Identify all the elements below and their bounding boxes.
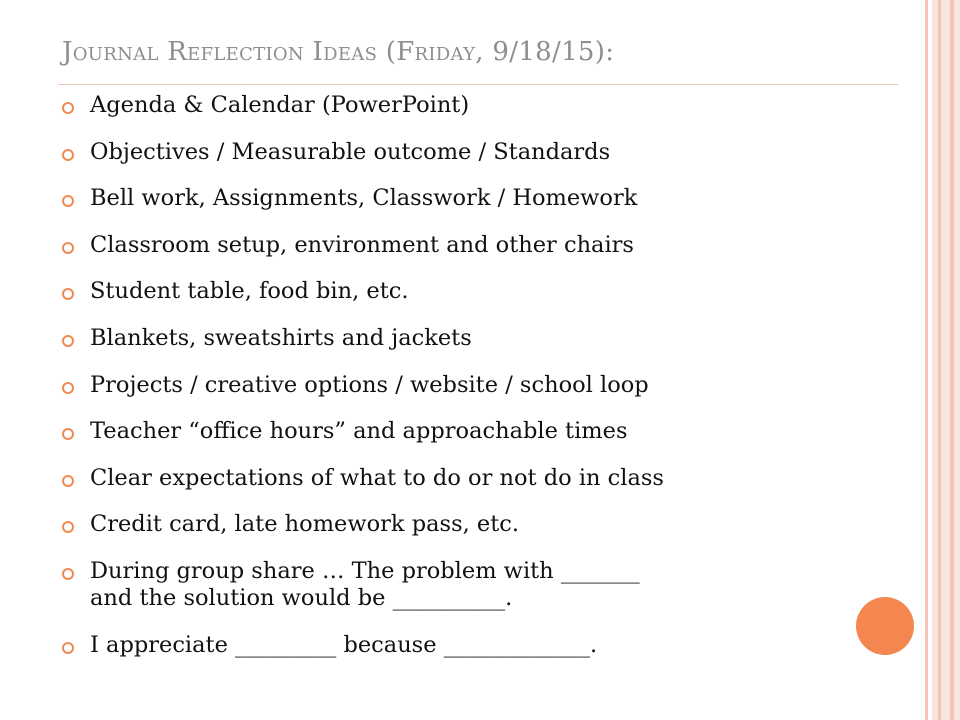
bullet-text: Classroom setup, environment and other chairs [90,231,634,258]
bullet-item [60,511,664,538]
bullet-text: Credit card, late homework pass, etc. [90,511,520,538]
bullet-item [60,418,664,445]
bullet-item [60,325,664,352]
bullet-icon [62,195,74,207]
bullet-item [60,558,664,612]
bullet-icon [62,335,74,347]
bullet-icon [62,288,74,300]
decorative-circle [856,597,914,655]
bullet-icon [62,242,74,254]
bullet-item [60,278,664,305]
bullet-icon [62,102,74,114]
bullet-text: Teacher “office hours” and approachable times [90,418,628,445]
bullet-icon [62,382,74,394]
bullet-icon [62,568,74,580]
right-border-stripe [950,0,954,720]
bullet-text: Clear expectations of what to do or not do in class [90,464,664,491]
bullet-text: Agenda & Calendar (PowerPoint) [90,92,470,118]
bullet-icon [62,149,74,161]
bullet-item [60,372,664,399]
bullet-list [60,92,664,659]
bullet-item [60,232,664,259]
bullet-item [60,139,664,166]
right-border-stripe [925,0,928,720]
bullet-text: Bell work, Assignments, Classwork / Homework [90,185,638,212]
bullet-icon [62,428,74,440]
title-underline [58,84,898,85]
bullet-text: Blankets, sweatshirts and jackets [90,324,472,351]
right-border-band [932,0,960,720]
bullet-item [60,632,664,659]
bullet-icon [62,642,74,654]
bullet-text: Objectives / Measurable outcome / Standards [90,138,611,165]
bullet-item [60,92,664,119]
slide-title: Journal Reflection Ideas (Friday, 9/18/15): [62,37,615,67]
bullet-icon [62,521,74,533]
bullet-icon [62,475,74,487]
bullet-text: During group share … The problem with _______ [90,557,640,584]
bullet-text-continued: and the solution would be __________. [90,584,513,611]
bullet-text: Student table, food bin, etc. [90,278,409,305]
bullet-text: I appreciate _________ because _____________. [90,631,598,658]
right-border-stripe [938,0,941,720]
bullet-text: Projects / creative options / website / school loop [90,371,649,398]
bullet-item [60,185,664,212]
bullet-item [60,465,664,492]
